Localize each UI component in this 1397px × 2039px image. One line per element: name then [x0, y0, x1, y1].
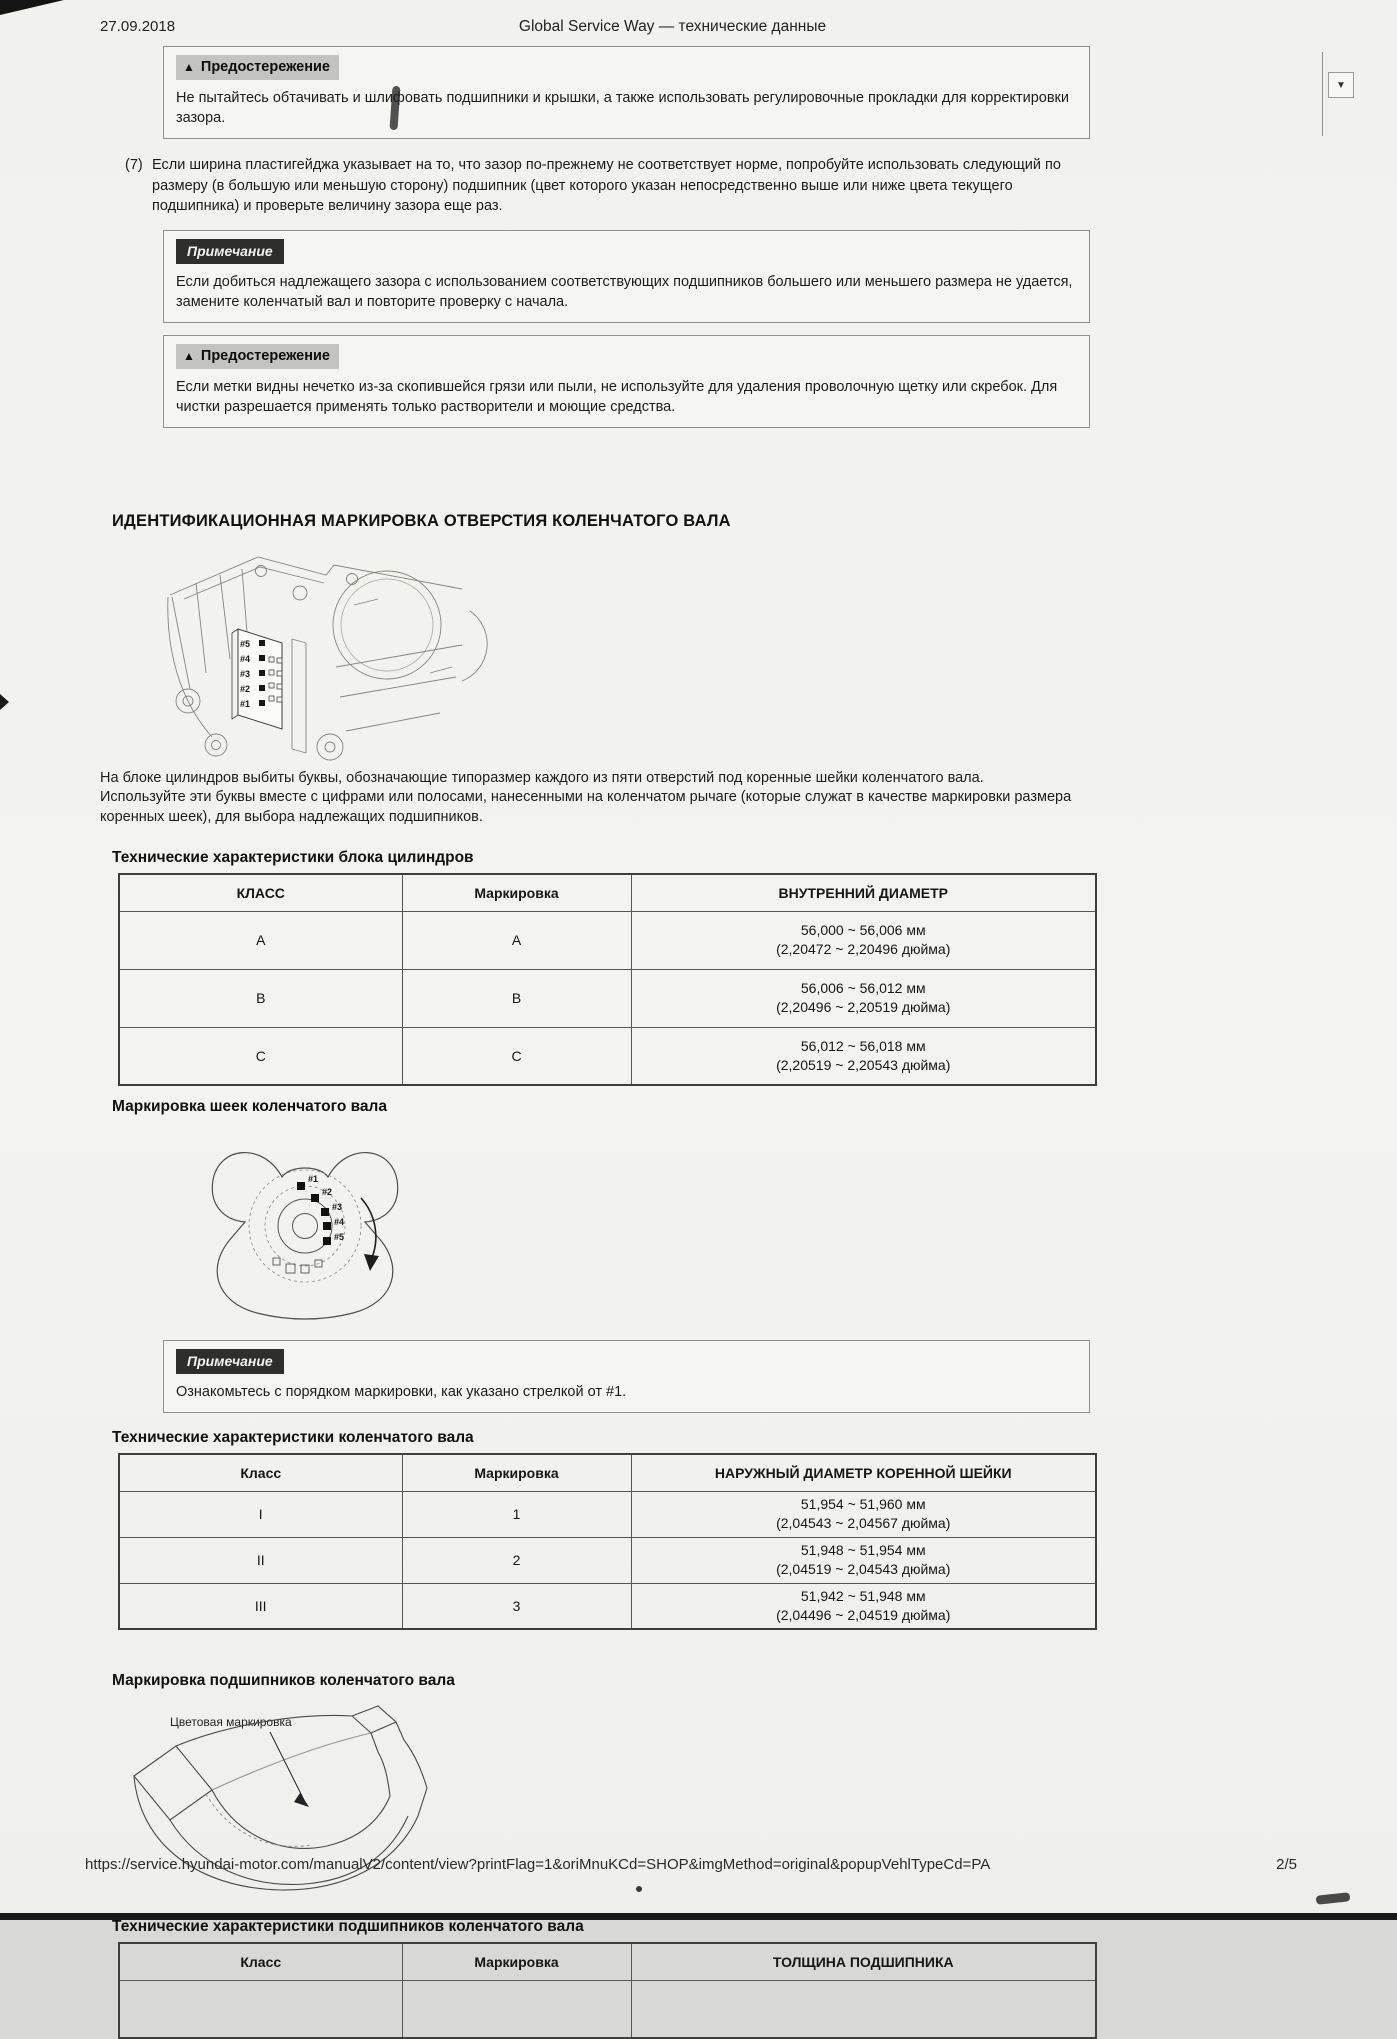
value-inch: (2,04496 ~ 2,04519 дюйма) — [776, 1606, 951, 1623]
page-title: Global Service Way — технические данные — [518, 18, 827, 35]
cell-class: C — [119, 1027, 402, 1085]
cell-class: A — [119, 911, 402, 969]
step-text: Если ширина пластигейджа указывает на то, что зазор по-прежнему не соответствует норме, попробуйте использовать следующий по размеру (в большую или меньшую сторону) подшипник (цвет которого указан непосредственно выше или ниже цвета текущего подшипника) и проверьте величину зазора еще раз. — [152, 157, 1061, 214]
warning-triangle-icon: ▲ — [183, 348, 195, 363]
caution-badge — [176, 55, 339, 80]
note-box-1 — [163, 230, 1090, 323]
marking-label: #5 — [240, 638, 251, 649]
value-inch: (2,20519 ~ 2,20543 дюйма) — [776, 1056, 951, 1073]
marking-label: #1 — [240, 698, 251, 709]
marking-label: #4 — [240, 653, 251, 664]
cell-value — [631, 969, 1096, 1027]
step-number: (7) — [125, 157, 143, 173]
header-marking: Маркировка — [402, 1943, 631, 1980]
cell-marking: A — [402, 911, 631, 969]
cell-marking: 1 — [402, 1491, 631, 1537]
table-row — [119, 1583, 1096, 1629]
cell-value — [631, 1537, 1096, 1583]
cell-marking: 2 — [402, 1537, 631, 1583]
table-row — [119, 969, 1096, 1027]
page-footer — [85, 1856, 1297, 1873]
cell-value — [631, 1027, 1096, 1085]
page-number: 2/5 — [1276, 1856, 1297, 1873]
caution-text: Если метки видны нечетко из-за скопившейся грязи или пыли, не используйте для удаления проволочную щетку или скребок. Для чистки разрешается применять только растворители и моющие средства. — [176, 378, 1058, 415]
paragraph-line-1: На блоке цилиндров выбиты буквы, обозначающие типоразмер каждого из пяти отверстий под коренные шейки коленчатого вала. — [100, 769, 984, 786]
header-class: Класс — [119, 1454, 402, 1491]
bearing-specs-table — [118, 1942, 1097, 2039]
body-paragraph — [100, 769, 1078, 828]
header-inner-diameter: ВНУТРЕННИЙ ДИАМЕТР — [631, 874, 1096, 911]
print-date: 27.09.2018 — [100, 18, 176, 35]
table-header-row — [119, 874, 1096, 911]
cell-class: I — [119, 1491, 402, 1537]
cell-empty — [631, 1980, 1096, 2038]
chevron-down-icon: ▼ — [1336, 79, 1346, 91]
subtitle-bearing-specs: Технические характеристики подшипников коленчатого вала — [112, 1918, 584, 1935]
caution-box-2 — [163, 335, 1090, 428]
cell-value — [631, 911, 1096, 969]
crankshaft-specs-table — [118, 1453, 1097, 1630]
note-text: Если добиться надлежащего зазора с использованием соответствующих подшипников большего или меньшего размера не удается, замените коленчатый вал и повторите проверку с начала. — [176, 273, 1073, 310]
marking-label: #3 — [240, 668, 251, 679]
engine-block-illustration — [140, 541, 470, 757]
section-title-id-marking: ИДЕНТИФИКАЦИОННАЯ МАРКИРОВКА ОТВЕРСТИЯ КОЛЕНЧАТОГО ВАЛА — [112, 511, 731, 530]
block-specs-table — [118, 873, 1097, 1086]
value-inch: (2,20496 ~ 2,20519 дюйма) — [776, 999, 951, 1015]
step-7 — [125, 155, 1397, 217]
marking-label: #2 — [322, 1187, 333, 1197]
table-header-row — [119, 1454, 1096, 1491]
value-mm: 56,000 ~ 56,006 мм — [800, 922, 926, 938]
marking-label: #4 — [334, 1217, 345, 1227]
header-marking: Маркировка — [402, 874, 631, 911]
scan-artifact-corner — [0, 0, 64, 15]
table-row — [119, 1491, 1096, 1537]
footer-url: https://service.hyundai-motor.com/manualV2/content/view?printFlag=1&oriMnuKCd=SHOP&imgMethod=original&popupVehlTypeCd=PA — [85, 1856, 991, 1873]
marking-label: #1 — [308, 1174, 319, 1184]
caution-box-1 — [163, 46, 1090, 139]
subtitle-journal-marking: Маркировка шеек коленчатого вала — [112, 1098, 388, 1115]
header-thickness: ТОЛЩИНА ПОДШИПНИКА — [631, 1943, 1096, 1980]
cell-marking: 3 — [402, 1583, 631, 1629]
caution-badge-label: Предостережение — [200, 59, 330, 75]
value-mm: 51,954 ~ 51,960 мм — [800, 1496, 926, 1512]
value-mm: 56,012 ~ 56,018 мм — [800, 1037, 926, 1054]
table-header-row — [119, 1943, 1096, 1980]
header-outer-diameter: НАРУЖНЫЙ ДИАМЕТР КОРЕННОЙ ШЕЙКИ — [631, 1454, 1096, 1491]
bearing-specs-table-clip — [0, 1942, 1397, 2000]
table-row — [119, 1027, 1096, 1085]
note-text: Ознакомьтесь с порядком маркировки, как указано стрелкой от #1. — [176, 1384, 627, 1400]
subtitle-bearing-marking: Маркировка подшипников коленчатого вала — [112, 1672, 455, 1689]
caution-badge — [176, 344, 339, 369]
value-inch: (2,20472 ~ 2,20496 дюйма) — [776, 941, 951, 957]
cell-class: III — [119, 1583, 402, 1629]
subtitle-block-specs: Технические характеристики блока цилиндров — [112, 849, 474, 866]
header-marking: Маркировка — [402, 1454, 631, 1491]
cell-marking: B — [402, 969, 631, 1027]
table-row-clipped — [119, 1980, 1096, 2038]
warning-triangle-icon: ▲ — [183, 60, 195, 74]
cell-class: II — [119, 1537, 402, 1583]
caution-badge-label: Предостережение — [200, 347, 330, 364]
cell-value — [631, 1583, 1096, 1629]
value-mm: 51,942 ~ 51,948 мм — [800, 1587, 926, 1604]
note-box-2 — [163, 1340, 1090, 1413]
paragraph-line-2: Используйте эти буквы вместе с цифрами или полосами, нанесенными на коленчатом рычаге (которые служат в качестве маркировки размера коренных шеек), для выбора надлежащих подшипников. — [100, 789, 1072, 825]
leader-arrow — [270, 1732, 304, 1800]
rotation-arrow — [361, 1198, 376, 1260]
note-badge: Примечание — [176, 239, 284, 264]
document-content — [0, 46, 1397, 2000]
cell-value — [631, 1491, 1096, 1537]
value-inch: (2,04543 ~ 2,04567 дюйма) — [776, 1515, 951, 1531]
crankshaft-illustration — [185, 1122, 425, 1324]
cell-marking: C — [402, 1027, 631, 1085]
header-class: Класс — [119, 1943, 402, 1980]
value-mm: 51,948 ~ 51,954 мм — [800, 1542, 926, 1558]
header-class: КЛАСС — [119, 874, 402, 911]
marking-label: #2 — [240, 683, 251, 694]
value-inch: (2,04519 ~ 2,04543 дюйма) — [776, 1561, 951, 1577]
cell-empty — [119, 1980, 402, 2038]
caution-text: Не пытайтесь обтачивать и шлифовать подшипники и крышки, а также использовать регулировочные прокладки для корректировки зазора. — [176, 90, 1069, 126]
table-row — [119, 1537, 1096, 1583]
note-badge: Примечание — [176, 1349, 284, 1374]
table-row — [119, 911, 1096, 969]
cell-empty — [402, 1980, 631, 2038]
cell-class: B — [119, 969, 402, 1027]
color-marking-label: Цветовая маркировка — [170, 1715, 292, 1729]
marking-label: #5 — [334, 1232, 345, 1242]
marking-label: #3 — [332, 1202, 343, 1212]
value-mm: 56,006 ~ 56,012 мм — [800, 980, 926, 996]
subtitle-crankshaft-specs: Технические характеристики коленчатого вала — [112, 1429, 474, 1446]
